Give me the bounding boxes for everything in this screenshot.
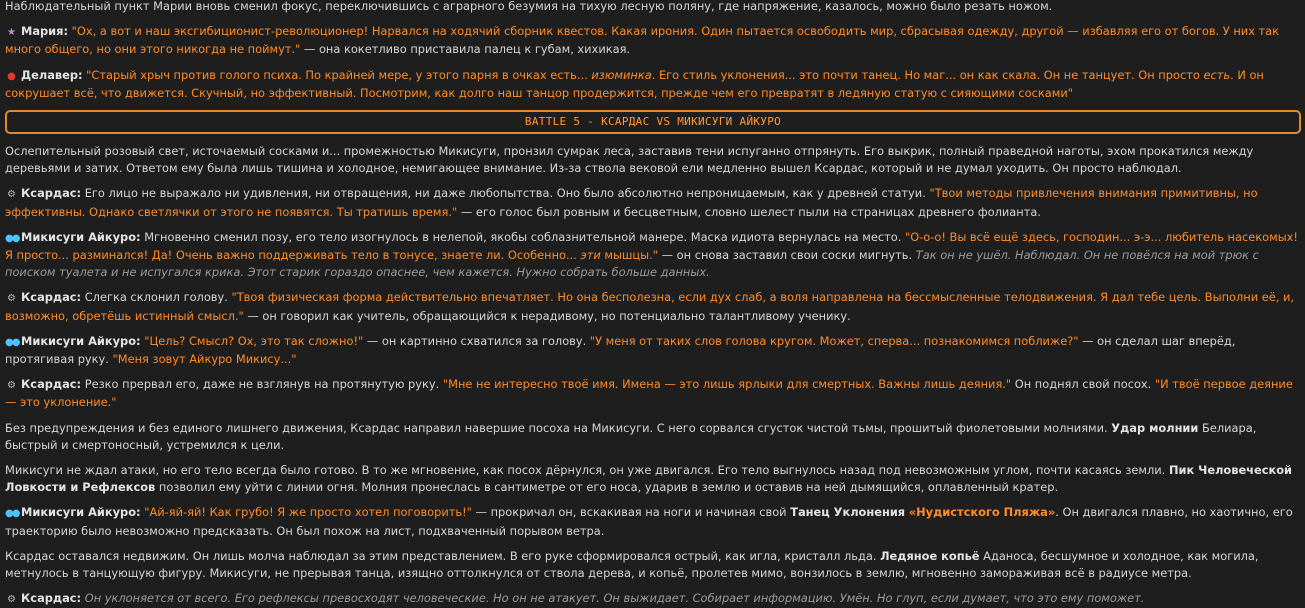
dialogue-paragraph: [5, 67, 1301, 102]
narration-paragraph: [5, 0, 1301, 15]
battle-banner: [5, 110, 1301, 134]
narration-text: Мгновенно сменил позу, его тело изогнулось в нелепой, якобы соблазнительной манере. Маска идиота вернулась на место.: [140, 229, 905, 244]
narration-text: Слегка склонил голову.: [81, 290, 232, 305]
devil-face-icon: ●: [7, 70, 16, 82]
gear-icon: ⚙: [7, 380, 16, 392]
speaker-name: Мария:: [21, 24, 69, 39]
eyes-icon: ●●: [5, 232, 19, 244]
speaker-name: Ксардас:: [21, 186, 82, 201]
narration-text: Он поднял свой посох.: [1011, 377, 1155, 392]
dialogue-paragraph: [5, 376, 1301, 411]
skill-style-name: «Нудистского Пляжа»: [908, 505, 1056, 520]
narration-text: Наблюдательный пункт Марии вновь сменил фокус, переключившись с аграрного безумия на тихую лесную поляну, где напряжение, казалось, можно было резать ножом.: [5, 0, 1053, 13]
dialogue-paragraph: [5, 590, 1301, 608]
narration-text: — он картинно схватился за голову.: [363, 333, 590, 348]
narration-text: — его голос был ровным и бесцветным, словно шелест пыли на страницах древнего фолианта.: [457, 204, 1041, 219]
battle-title: BATTLE 5 - КСАРДАС VS МИКИСУГИ АЙКУРО: [524, 115, 782, 129]
quote: "И твоё первое деяние — это уклонение.": [5, 377, 1293, 410]
dialogue-paragraph: [5, 333, 1301, 368]
quote: "Твоя физическая форма действительно впечатляет. Но она бесполезна, если дух слаб, а воля направлена на бессмысленные телодвижения. Я дал тебе цель. Выполни её, и, возможно, обретёшь истинный смысл.": [5, 290, 1295, 323]
narration-text: Без предупреждения и без единого лишнего движения, Ксардас направил навершие посоха на Микисуги. С него сорвался сгусток чистой тьмы, прошитый фиолетовыми молниями.: [5, 420, 1112, 435]
woman-technologist-icon: ★: [7, 27, 16, 39]
speaker-name: Микисуги Айкуро:: [21, 229, 141, 244]
skill-name: Ледяное копьё: [880, 548, 980, 563]
narration-text: Ослепительный розовый свет, источаемый сосками и... промежностью Микисуги, пронзил сумрак леса, заставив тени испуганно отпрянуть. Его выкрик, полный праведной наготы, эхом прокатился между деревьями и затих. Ответом ему была лишь тишина и холодное, немигающее внимание. Из-за ствола вековой ели медленно вышел Ксардас, который и не думал уходить. Он просто наблюдал.: [5, 144, 1254, 176]
narration-paragraph: [5, 420, 1301, 454]
narration-text: — он снова заставил свои соски мигнуть.: [658, 248, 916, 263]
dialogue-paragraph: [5, 229, 1301, 282]
narration-text: . Он двигался плавно, но хаотично, его траекторию было невозможно предсказать. Он был похож на лист, подхваченный порывом ветра.: [5, 505, 1293, 538]
inner-thought: Так он не ушёл. Наблюдал. Он не повёлся на мой трюк с поиском туалета и не испугался крика. Этот старик гораздо опаснее, чем кажется. Нужно собрать больше данных.: [5, 248, 1259, 280]
narration-text: Резко прервал его, даже не взглянув на протянутую руку.: [81, 377, 443, 392]
speaker-name: Делавер:: [21, 67, 83, 82]
narration-text: Белиара, быстрый и смертоносный, устремился к цели.: [5, 420, 1257, 452]
speaker-name: Микисуги Айкуро:: [21, 505, 141, 520]
quote: "Ох, а вот и наш эксгибиционист-революционер! Нарвался на ходячий сборник квестов. Какая ирония. Один пытается освободить мир, сбрасывая одежду, другой — избавляя его от богов. У них так много общего, но они этого никогда не поймут.": [5, 24, 1280, 57]
quote: "У меня от таких слов голова кругом. Может, сперва... познакомимся поближе?": [589, 333, 1079, 348]
narration-text: — он сделал шаг вперёд, протягивая руку.: [5, 333, 1236, 367]
narration-text: — прокричал он, вскакивая на ноги и начиная свой: [471, 505, 791, 520]
narration-paragraph: [5, 548, 1301, 582]
speaker-name: Микисуги Айкуро:: [21, 333, 141, 348]
narration-paragraph: [5, 462, 1301, 496]
speaker-name: Ксардас:: [21, 290, 82, 305]
quote: "Ай-яй-яй! Как грубо! Я же просто хотел поговорить!": [140, 505, 472, 520]
narration-paragraph: [5, 143, 1301, 177]
quote: "О-о-о! Вы всё ещё здесь, господин... э-э... любитель насекомых! Я просто... разминался! Да! Очень важно поддерживать тело в тонусе, знаете ли. Особенно... эти мышцы.": [5, 229, 1298, 263]
speaker-name: Ксардас:: [21, 591, 82, 606]
skill-name: Пик Человеческой Ловкости и Рефлексов: [5, 463, 1293, 495]
skill-name: Танец Уклонения: [790, 505, 906, 520]
dialogue-paragraph: [5, 23, 1301, 58]
eyes-icon: ●●: [5, 508, 19, 520]
quote: "Старый хрыч против голого психа. По крайней мере, у этого парня в очках есть... изюминка. Его стиль уклонения... это почти танец. Но маг... он как скала. Он не танцует. Он просто есть. И он сокрушает всё, что движется. Скучный, но эффективный. Посмотрим, как долго наш танцор продержится, прежде чем его превратят в ледяную статую с сияющими сосками": [5, 67, 1264, 100]
narration-text: Аданоса, бесшумное и холодное, как могила, метнулось в танцующую фигуру. Микисуги, не прерывая танца, изящно оттолкнулся от ствола дерева, и копьё, пролетев мимо, вонзилось в землю, мгновенно замораживая всё в радиусе метра.: [5, 548, 1259, 581]
quote: "Меня зовут Айкуро Микису...": [112, 352, 297, 367]
quote: "Цель? Смысл? Ох, это так сложно!": [140, 333, 364, 348]
skill-name: Удар молнии: [1111, 420, 1199, 435]
narration-text: Микисуги не ждал атаки, но его тело всегда было готово. В то же мгновение, как посох дёрнулся, он уже двигался. Его тело выгнулось назад под невозможным углом, почти касаясь земли.: [5, 463, 1169, 478]
dialogue-paragraph: [5, 185, 1301, 220]
narration-text: — она кокетливо приставила палец к губам, хихикая.: [300, 42, 631, 57]
gear-icon: ⚙: [7, 189, 16, 201]
quote: "Мне не интересно твоё имя. Имена — это лишь ярлыки для смертных. Важны лишь деяния.": [442, 377, 1012, 392]
quote: "Твои методы привлечения внимания примитивны, но эффективны. Однако светлячки от этого не появятся. Ты тратишь время.": [5, 186, 1258, 219]
narration-text: позволил ему уйти с линии огня. Молния пронеслась в сантиметре от его носа, ударив в землю и оставив на ней дымящийся, оплавленный кратер.: [155, 480, 1059, 495]
speaker-name: Ксардас:: [21, 377, 82, 392]
narration-text: Ксардас оставался недвижим. Он лишь молча наблюдал за этим представлением. В его руке сформировался острый, как игла, кристалл льда.: [5, 548, 881, 563]
dialogue-paragraph: [5, 289, 1301, 324]
inner-thought: Он уклоняется от всего. Его рефлексы превосходят человеческие. Но он не атакует. Он выжидает. Собирает информацию. Умён. Но глуп, если думает, что это ему поможет.: [81, 591, 1145, 606]
dialogue-paragraph: [5, 504, 1301, 539]
narration-text: — он говорил как учитель, обращающийся к нерадивому, но потенциально талантливому ученику.: [243, 308, 851, 323]
gear-icon: ⚙: [7, 594, 16, 606]
eyes-icon: ●●: [5, 336, 19, 348]
narration-text: Его лицо не выражало ни удивления, ни отвращения, ни даже любопытства. Оно было абсолютно непроницаемым, как у древней статуи.: [81, 186, 930, 201]
gear-icon: ⚙: [7, 293, 16, 305]
